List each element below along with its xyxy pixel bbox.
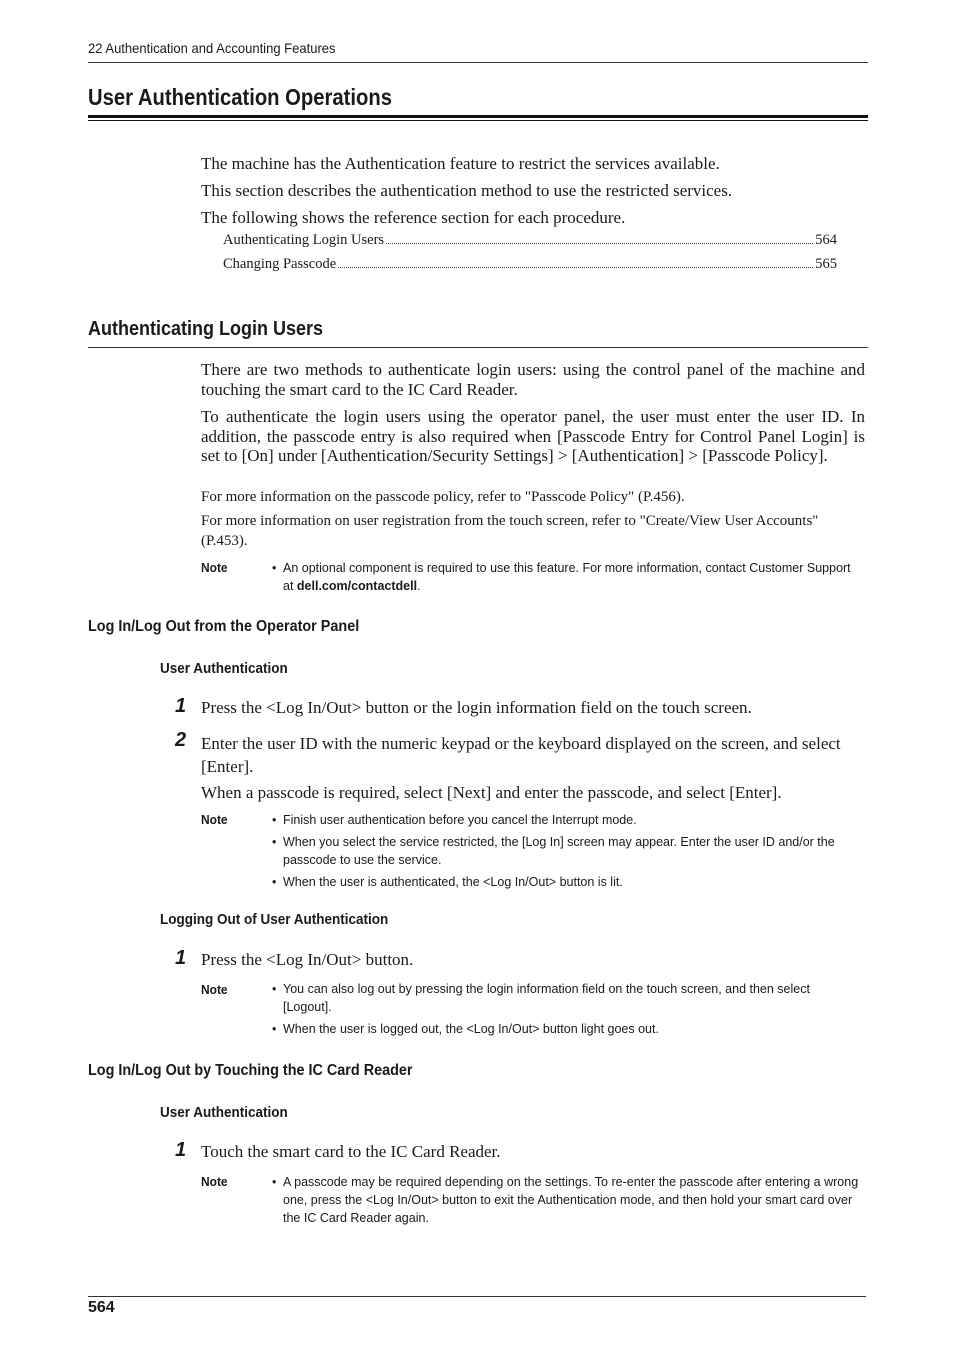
note-label: Note [201,982,228,997]
toc-label: Authenticating Login Users [223,232,385,248]
subsection-rule [88,347,868,348]
card-heading: Log In/Log Out by Touching the IC Card Reader [88,1062,413,1079]
contact-link[interactable]: dell.com/contactdell [296,579,418,593]
note-item: • When you select the service restricted, the [Log In] screen may appear. Enter the user ID and/or the passcode to use the service. [272,835,835,867]
header-rule [88,62,868,63]
note-label: Note [201,1174,228,1189]
step-number: 1 [175,947,187,969]
title-rule-thin [88,120,868,121]
toc-leader [338,267,813,268]
toc-page: 564 [815,232,837,248]
toc-entry-authenticating-login-users[interactable] [223,232,837,249]
page-number: 564 [88,1299,115,1316]
footer-rule [88,1296,866,1297]
bullet-icon: • [272,835,277,849]
panel-heading: Log In/Log Out from the Operator Panel [88,618,360,635]
reference-paragraph: For more information on user registration from the touch screen, refer to "Create/View User Accounts" (P.453). [201,513,819,549]
bullet-icon: • [272,1022,277,1036]
step-text: Touch the smart card to the IC Card Reader. [201,1142,501,1161]
bullet-icon: • [272,813,277,827]
bullet-icon: • [272,875,277,889]
note-item: • When the user is logged out, the <Log In/Out> button light goes out. [272,1022,659,1036]
step-number: 1 [175,1139,187,1161]
subsection-title: Authenticating Login Users [88,318,324,340]
body-paragraph: There are two methods to authenticate login users: using the control panel of the machine and touching the smart card to the IC Card Reader. [201,360,865,399]
reference-paragraph: For more information on the passcode policy, refer to "Passcode Policy" (P.456). [201,489,685,505]
toc-entry-changing-passcode[interactable] [223,256,837,273]
intro-paragraph: This section describes the authentication method to use the restricted services. [201,181,733,200]
logout-heading: Logging Out of User Authentication [160,911,389,928]
intro-paragraph: The following shows the reference section for each procedure. [201,208,626,227]
toc-leader [386,243,813,244]
toc-label: Changing Passcode [223,256,337,272]
note-label: Note [201,560,228,575]
step-number: 1 [175,695,187,717]
toc-page: 565 [815,256,837,272]
note-item: • A passcode may be required depending on the settings. To re-enter the passcode after entering a wrong one, press the <Log In/Out> button to exit the Authentication mode, and then hold your smart card over the IC Card Reader again. [272,1175,859,1225]
body-paragraph: To authenticate the login users using the operator panel, the user must enter the user ID. In addition, the passcode entry is also required when [Passcode Entry for Control Panel Login] is set to [On] under [Authentication/Security Settings] > [Authentication] > [Passcode Policy]. [201,407,865,465]
note-item: • When the user is authenticated, the <Log In/Out> button is lit. [272,875,623,889]
running-header: 22 Authentication and Accounting Features [88,40,336,56]
step-text: Press the <Log In/Out> button or the login information field on the touch screen. [201,698,752,717]
bullet-icon: • [272,982,277,996]
step-text: Press the <Log In/Out> button. [201,950,414,969]
panel-auth-heading: User Authentication [160,660,288,677]
note-item [272,559,862,595]
note-text: An optional component is required to use this feature. For more information, contact Customer Support at dell.com/contactdell. [283,561,851,593]
step-number: 2 [175,729,187,751]
bullet-icon: • [272,561,277,575]
bullet-icon: • [272,1175,277,1189]
title-rule-thick [88,115,868,118]
card-auth-heading: User Authentication [160,1104,288,1121]
section-title: User Authentication Operations [88,84,393,110]
step-text: Enter the user ID with the numeric keypad or the keyboard displayed on the screen, and select [Enter]. [201,734,841,776]
note-item: • Finish user authentication before you cancel the Interrupt mode. [272,813,637,827]
step-followup: When a passcode is required, select [Next] and enter the passcode, and select [Enter]. [201,783,782,802]
intro-paragraph: The machine has the Authentication feature to restrict the services available. [201,154,720,173]
note-label: Note [201,812,228,827]
note-item: • You can also log out by pressing the login information field on the touch screen, and then select [Logout]. [272,982,810,1014]
